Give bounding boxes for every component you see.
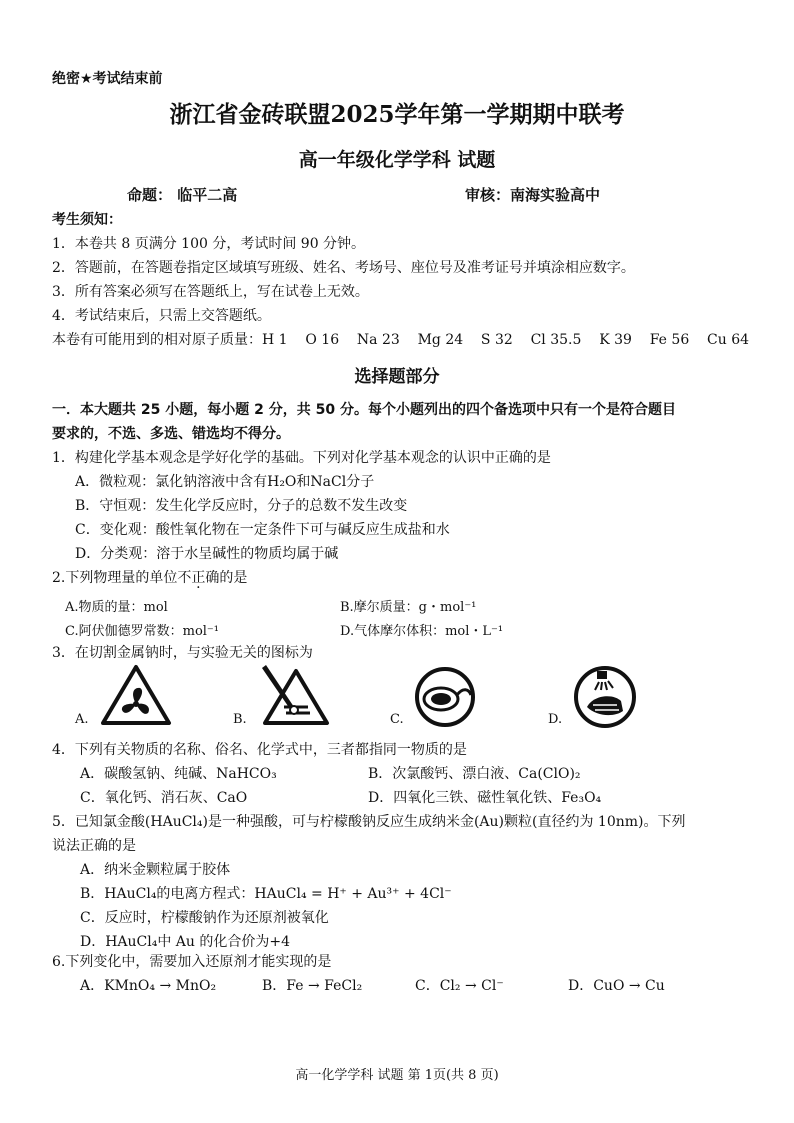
q4-option-c: C．氧化钙、消石灰、CaO (80, 790, 248, 806)
q1-stem: 1．构建化学基本观念是学好化学的基础。下列对化学基本观念的认识中正确的是 (52, 450, 551, 466)
q5-option-b: B．HAuCl₄的电离方程式：HAuCl₄ = H⁺ + Au³⁺ + 4Cl⁻ (80, 886, 452, 902)
q1-option-c: C．变化观：酸性氧化物在一定条件下可与碱反应生成盐和水 (75, 522, 450, 538)
section-instruction: 一．本大题共 25 小题，每小题 2 分，共 50 分。每个小题列出的四个备选项中只有一个是符合题目 (52, 402, 676, 418)
q6-option-d: D．CuO → Cu (568, 978, 665, 994)
q2-stem-pre: 2.下列物理量的单位 (52, 570, 178, 586)
q6-option-b: B．Fe → FeCl₂ (262, 978, 363, 994)
confidential-label: 绝密★考试结束前 (52, 71, 163, 87)
atomic-mass-line: 本卷有可能用到的相对原子质量：H 1 O 16 Na 23 Mg 24 S 32 Cl 35.5 K 39 Fe 56 Cu 64 (52, 332, 750, 348)
q3-option-d: D. (548, 712, 563, 727)
q1-option-b: B．守恒观：发生化学反应时，分子的总数不发生改变 (75, 498, 408, 514)
section-title: 选择题部分 (354, 367, 440, 387)
q4-option-d: D．四氧化三铁、磁性氧化铁、Fe₃O₄ (368, 790, 602, 806)
q6-option-a: A．KMnO₄ → MnO₂ (80, 978, 217, 994)
q5-option-d: D．HAuCl₄中 Au 的化合价为+4 (80, 934, 291, 950)
q2-stem-emphasis: 不正确 (177, 570, 220, 586)
q4-stem: 4．下列有关物质的名称、俗名、化学式中，三者都指同一物质的是 (52, 742, 467, 758)
exam-title: 浙江省金砖联盟2025学年第一学期期中联考 (169, 101, 625, 128)
section-instruction: 要求的，不选、多选、错选均不得分。 (52, 426, 290, 442)
q2-option-a: A.物质的量：mol (65, 600, 168, 615)
q5-option-c: C．反应时，柠檬酸钠作为还原剂被氧化 (80, 910, 329, 926)
q1-option-d: D．分类观：溶于水呈碱性的物质均属于碱 (75, 546, 339, 562)
q5-stem-cont: 说法正确的是 (52, 838, 136, 854)
exam-subtitle: 高一年级化学学科 试题 (298, 149, 496, 171)
setter-label: 命题： 临平二高 (127, 186, 238, 204)
reviewer-label: 审核：南海实验高中 (465, 186, 601, 204)
notice-item: 3．所有答案必须写在答题纸上，写在试卷上无效。 (52, 284, 369, 300)
q5-stem: 5．已知氯金酸(HAuCl₄)是一种强酸，可与柠檬酸钠反应生成纳米金(Au)颗粒(直径约为 10nm)。下列 (52, 814, 686, 830)
q6-stem: 6.下列变化中，需要加入还原剂才能实现的是 (52, 954, 332, 970)
notice-item: 2．答题前，在答题卷指定区域填写班级、姓名、考场号、座位号及准考证号并填涂相应数字。 (52, 260, 635, 276)
fan-hazard-icon (100, 663, 172, 727)
q2-stem-post: 的是 (219, 570, 248, 586)
q3-option-a: A. (75, 712, 89, 727)
q2-option-c: C.阿伏伽德罗常数：mol⁻¹ (65, 624, 220, 639)
notice-item: 4．考试结束后，只需上交答题纸。 (52, 308, 271, 324)
q5-option-a: A．纳米金颗粒属于胶体 (80, 862, 231, 878)
q2-option-b: B.摩尔质量：g・mol⁻¹ (340, 600, 477, 615)
page-footer: 高一化学学科 试题 第 1页(共 8 页) (295, 1068, 499, 1083)
hot-dish-icon (413, 667, 477, 727)
notice-item: 1．本卷共 8 页满分 100 分，考试时间 90 分钟。 (52, 236, 366, 252)
q2-stem (52, 567, 247, 587)
q4-option-b: B．次氯酸钙、漂白液、Ca(ClO)₂ (368, 766, 581, 782)
sharp-object-icon (258, 663, 330, 727)
notice-heading: 考生须知： (52, 212, 122, 228)
q2-option-d: D.气体摩尔体积：mol・L⁻¹ (340, 624, 504, 639)
q4-option-a: A．碳酸氢钠、纯碱、NaHCO₃ (80, 766, 277, 782)
hand-wash-icon (573, 665, 637, 729)
q3-option-b: B. (233, 712, 247, 727)
q3-option-c: C. (390, 712, 404, 727)
q1-option-a: A．微粒观：氯化钠溶液中含有H₂O和NaCl分子 (75, 474, 375, 490)
q3-stem: 3．在切割金属钠时，与实验无关的图标为 (52, 645, 313, 661)
q6-option-c: C．Cl₂ → Cl⁻ (415, 978, 504, 994)
